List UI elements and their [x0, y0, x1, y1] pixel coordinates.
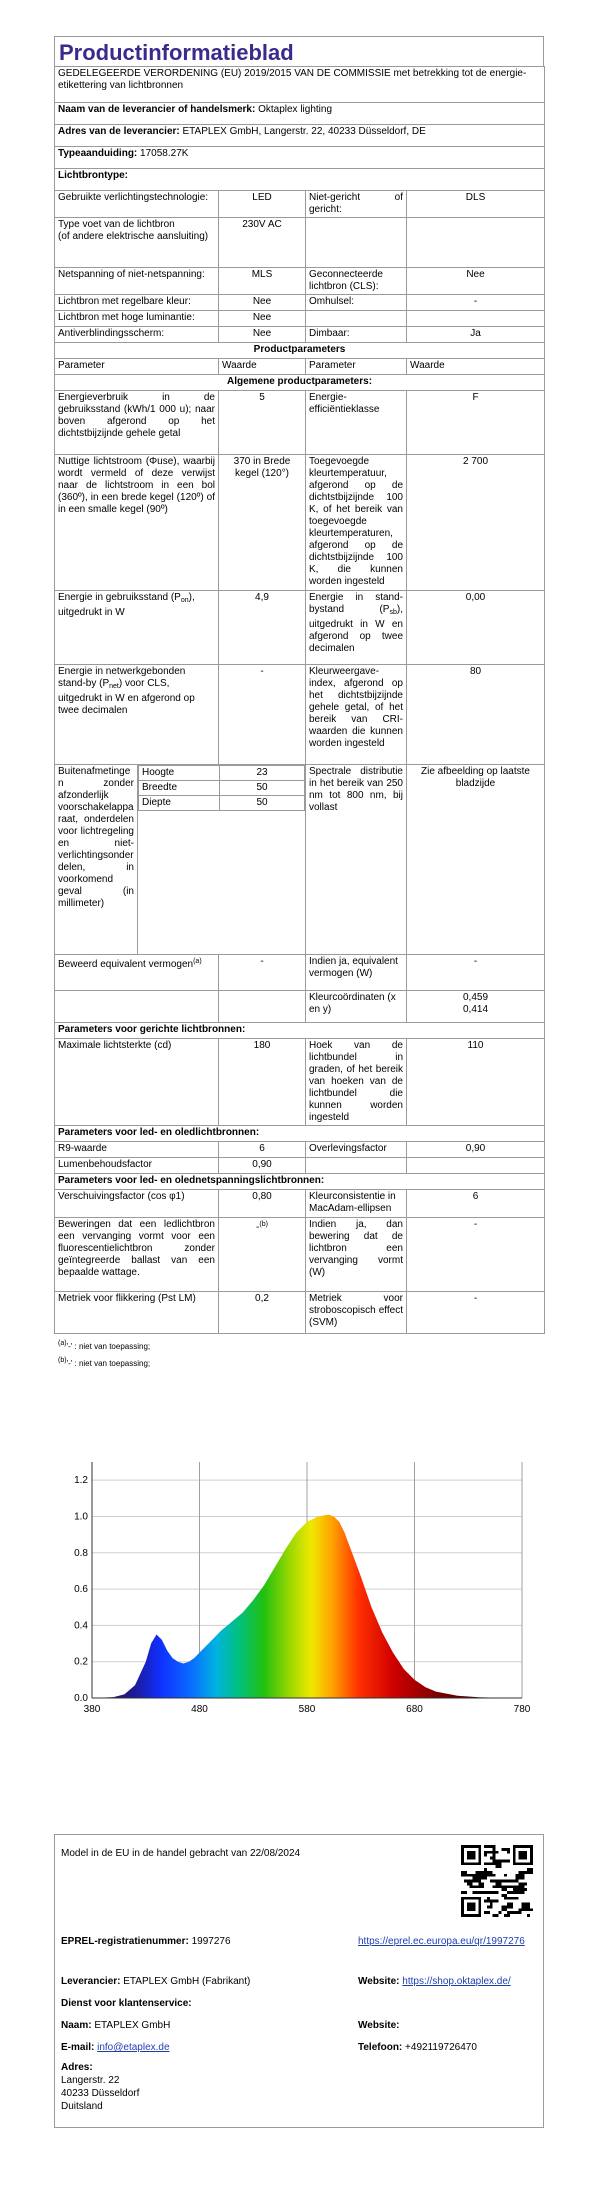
- dimension-label: Hoogte: [139, 766, 220, 781]
- dimension-value: 50: [220, 796, 305, 811]
- website-row: Website: https://shop.oktaplex.de/: [358, 1976, 511, 1987]
- y-tick-label: 1.2: [74, 1475, 88, 1487]
- product-params-heading: Productparameters: [55, 343, 545, 359]
- empty-cell: [219, 991, 306, 1023]
- spectral-distribution-chart: [54, 1450, 544, 1740]
- param-label: Beweerd equivalent vermogen$^{(a)}$: [55, 955, 219, 991]
- x-tick-label: 780: [513, 1704, 531, 1715]
- type-label: [306, 311, 407, 327]
- supplier-address-row: [55, 125, 545, 147]
- empty-cell: [306, 1158, 407, 1174]
- param-label: Overlevingsfactor: [306, 1142, 407, 1158]
- param-label: Energie in stand-bystand $(P_{sb})$, uitgedrukt in W en afgerond op twee decimalen: [306, 591, 407, 665]
- param-label: Kleurcoördinaten (x en y): [306, 991, 407, 1023]
- dimension-value: 50: [220, 781, 305, 796]
- param-label: Verschuivingsfactor (cos φ1): [55, 1190, 219, 1218]
- info-table: [54, 66, 545, 1334]
- param-value: 2 700: [407, 455, 545, 591]
- customer-service-heading: Dienst voor klantenservice:: [61, 1998, 192, 2009]
- model-label: Typeaanduiding:: [58, 148, 138, 159]
- market-date: Model in de EU in de handel gebracht van 22/08/2024: [61, 1848, 301, 1859]
- address-block: [61, 2061, 139, 2113]
- param-label: Metriek voor flikkering (Pst LM): [55, 1292, 219, 1334]
- param-label: Kleurconsistentie in MacAdam-ellipsen: [306, 1190, 407, 1218]
- footnote: (a)'-' : niet van toepassing;: [58, 1340, 151, 1351]
- type-value: Ja: [407, 327, 545, 343]
- param-value: 6: [219, 1142, 306, 1158]
- col-header-value: Waarde: [407, 359, 545, 375]
- param-label: Energieverbruik in de gebruiksstand (kWh/1 000 u); naar boven afgerond op het dichtstbijzijnde gehele getal: [55, 391, 219, 455]
- email-link[interactable]: info@etaplex.de: [97, 2042, 170, 2053]
- x-tick-label: 380: [83, 1704, 101, 1715]
- param-value: 4,9: [219, 591, 306, 665]
- type-label: Netspanning of niet-netspanning:: [55, 268, 219, 295]
- param-value: 110: [407, 1039, 545, 1126]
- website2-row: Website:: [358, 2020, 400, 2031]
- param-label: Energie in gebruiksstand $(P_{on})$, uitgedrukt in W: [55, 591, 219, 665]
- type-value: 230V AC: [219, 218, 306, 268]
- param-value: -: [407, 955, 545, 991]
- type-label: Gebruikte verlichtingstechnologie:: [55, 191, 219, 218]
- email-row: E-mail: info@etaplex.de: [61, 2042, 170, 2053]
- qr-code-icon: [461, 1845, 533, 1917]
- page-title: Productinformatieblad: [54, 36, 544, 66]
- param-value: -: [407, 1292, 545, 1334]
- address-line: Duitsland: [61, 2101, 103, 2112]
- phone-row: Telefoon: +492119726470: [358, 2042, 477, 2053]
- param-value: 0,90: [407, 1142, 545, 1158]
- dimension-label: Diepte: [139, 796, 220, 811]
- type-value: [407, 311, 545, 327]
- param-value: -: [407, 1218, 545, 1292]
- x-tick-label: 580: [298, 1704, 316, 1715]
- type-value: DLS: [407, 191, 545, 218]
- address-label: Adres:: [61, 2062, 93, 2073]
- website-link[interactable]: https://shop.oktaplex.de/: [402, 1976, 511, 1987]
- type-label: Niet-gericht of gericht:: [306, 191, 407, 218]
- dimensions-label: Buitenafmetingen zonder afzonderlijk voorschakelapparaat, onderdelen voor lichtregeling en niet-verlichtingsonderdelen, in voorkomend geval (in millimeter): [55, 765, 138, 955]
- mains-params-heading: Parameters voor led- en olednetspanningslichtbronnen:: [55, 1174, 545, 1190]
- model-row: [55, 147, 545, 169]
- footnotes: [54, 1337, 544, 1371]
- param-value: 0,90: [219, 1158, 306, 1174]
- param-value: 0,00: [407, 591, 545, 665]
- type-value: Nee: [219, 311, 306, 327]
- model-value: 17058.27K: [140, 148, 189, 159]
- param-label: Indien ja, equivalent vermogen (W): [306, 955, 407, 991]
- type-value: MLS: [219, 268, 306, 295]
- param-value: Zie afbeelding op laatste bladzijde: [407, 765, 545, 955]
- param-label: R9-waarde: [55, 1142, 219, 1158]
- type-label: Geconnecteerde lichtbron (CLS):: [306, 268, 407, 295]
- supplier-address-value: ETAPLEX GmbH, Langerstr. 22, 40233 Düsseldorf, DE: [182, 126, 426, 137]
- param-value: -: [219, 955, 306, 991]
- dimensions-cell: [138, 765, 306, 955]
- eprel-row: EPREL-registratienummer: 1997276: [61, 1936, 231, 1947]
- footnote: (b)'-' : niet van toepassing;: [58, 1357, 151, 1368]
- param-label: Kleurweergave-index, afgerond op het dichtstbijzijnde gehele getal, of het bereik van CRI-waarden die kunnen worden ingesteld: [306, 665, 407, 765]
- param-label: Lumenbehoudsfactor: [55, 1158, 219, 1174]
- address-line: Langerstr. 22: [61, 2075, 120, 2086]
- x-tick-label: 680: [406, 1704, 423, 1715]
- x-tick-label: 480: [191, 1704, 208, 1715]
- type-value: Nee: [219, 295, 306, 311]
- type-label: Omhulsel:: [306, 295, 407, 311]
- param-value: 370 in Brede kegel (120°): [219, 455, 306, 591]
- supplier-address-label: Adres van de leverancier:: [58, 126, 180, 137]
- type-value: LED: [219, 191, 306, 218]
- param-label: Toegevoegde kleurtemperatuur, afgerond op de dichtstbijzijnde 100 K, of het bereik van toegevoegde kleurtemperaturen, afgerond op de dichtstbijzijnde 100 K, die kunnen worden ingesteld: [306, 455, 407, 591]
- address-line: 40233 Düsseldorf: [61, 2088, 140, 2099]
- param-value: 0,2: [219, 1292, 306, 1334]
- name-row: Naam: ETAPLEX GmbH: [61, 2020, 171, 2031]
- param-value: -: [219, 665, 306, 765]
- type-value: [407, 218, 545, 268]
- param-label: Spectrale distributie in het bereik van 250 nm tot 800 nm, bij vollast: [306, 765, 407, 955]
- type-value: Nee: [407, 268, 545, 295]
- eprel-link[interactable]: https://eprel.ec.europa.eu/qr/1997276: [358, 1936, 525, 1947]
- param-value: F: [407, 391, 545, 455]
- y-tick-label: 0.4: [74, 1620, 88, 1632]
- param-label: Hoek van de lichtbundel in graden, of het bereik van hoeken van de lichtbundel die kunnen worden ingesteld: [306, 1039, 407, 1126]
- led-params-heading: Parameters voor led- en oledlichtbronnen:: [55, 1126, 545, 1142]
- supplier-name-row: [55, 103, 545, 125]
- y-tick-label: 1.0: [74, 1511, 88, 1523]
- product-information-sheet: [54, 36, 544, 1371]
- type-label: Type voet van de lichtbron (of andere elektrische aansluiting): [55, 218, 219, 268]
- footer-panel: [54, 1834, 544, 2128]
- y-tick-label: 0.6: [74, 1584, 88, 1596]
- empty-cell: [55, 991, 219, 1023]
- param-label: Indien ja, dan bewering dat de lichtbron een vervanging vormt (W): [306, 1218, 407, 1292]
- param-value: 6: [407, 1190, 545, 1218]
- param-label: Metriek voor stroboscopisch effect (SVM): [306, 1292, 407, 1334]
- type-value: Nee: [219, 327, 306, 343]
- param-label: Energie-efficiëntieklasse: [306, 391, 407, 455]
- light-source-type-heading: Lichtbrontype:: [55, 169, 545, 191]
- empty-cell: [407, 1158, 545, 1174]
- type-value: -: [407, 295, 545, 311]
- param-value: -$^{(b)}$: [219, 1218, 306, 1292]
- dimension-value: 23: [220, 766, 305, 781]
- supplier-row: Leverancier: ETAPLEX GmbH (Fabrikant): [61, 1976, 251, 1987]
- param-label: Nuttige lichtstroom (Φuse), waarbij wordt vermeld of deze verwijst naar de lichtstroom in een bol (360º), in een brede kegel (120º) of in een smalle kegel (90º): [55, 455, 219, 591]
- supplier-name-label: Naam van de leverancier of handelsmerk:: [58, 104, 256, 115]
- y-tick-label: 0.8: [74, 1547, 88, 1559]
- type-label: [306, 218, 407, 268]
- param-label: Energie in netwerkgebonden stand-by $(P_{net})$ voor CLS, uitgedrukt in W en afgerond op twee decimalen: [55, 665, 219, 765]
- regulation-text: GEDELEGEERDE VERORDENING (EU) 2019/2015 VAN DE COMMISSIE met betrekking tot de energie-etikettering van lichtbronnen: [55, 67, 545, 103]
- col-header-parameter: Parameter: [55, 359, 219, 375]
- dimensions-table: [138, 765, 305, 811]
- type-label: Antiverblindingsscherm:: [55, 327, 219, 343]
- dimension-label: Breedte: [139, 781, 220, 796]
- param-value: 0,459 0,414: [407, 991, 545, 1023]
- directional-params-heading: Parameters voor gerichte lichtbronnen:: [55, 1023, 545, 1039]
- param-value: 5: [219, 391, 306, 455]
- param-value: 80: [407, 665, 545, 765]
- col-header-parameter: Parameter: [306, 359, 407, 375]
- type-label: Lichtbron met regelbare kleur:: [55, 295, 219, 311]
- y-tick-label: 0.2: [74, 1656, 88, 1668]
- type-label: Lichtbron met hoge luminantie:: [55, 311, 219, 327]
- spectrum-svg: [54, 1450, 544, 1740]
- supplier-name-value: Oktaplex lighting: [258, 104, 333, 115]
- param-label: Maximale lichtsterkte (cd): [55, 1039, 219, 1126]
- param-label: Beweringen dat een ledlichtbron een vervanging vormt voor een fluorescentielichtbron zonder geïntegreerde ballast van een bepaalde wattage.: [55, 1218, 219, 1292]
- general-params-heading: Algemene productparameters:: [55, 375, 545, 391]
- type-label: Dimbaar:: [306, 327, 407, 343]
- spectrum-area: [92, 1515, 522, 1698]
- col-header-value: Waarde: [219, 359, 306, 375]
- y-tick-label: 0.0: [74, 1693, 88, 1704]
- param-value: 180: [219, 1039, 306, 1126]
- param-value: 0,80: [219, 1190, 306, 1218]
